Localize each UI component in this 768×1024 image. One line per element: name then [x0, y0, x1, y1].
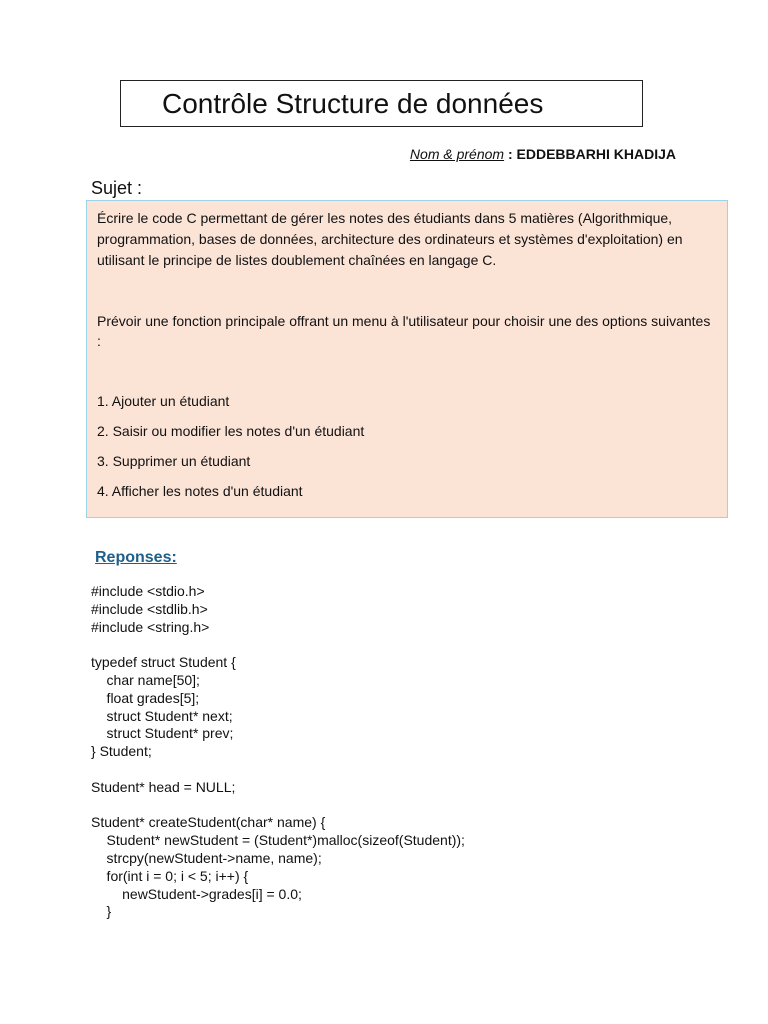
code-line: Student* head = NULL;: [91, 778, 236, 795]
code-block: [91, 583, 465, 921]
author-name: EDDEBBARHI KHADIJA: [516, 146, 676, 162]
code-line: for(int i = 0; i < 5; i++) {: [91, 867, 249, 884]
answers-heading: Reponses:: [95, 549, 177, 566]
code-line: #include <stdlib.h>: [91, 600, 208, 617]
subject-box: [86, 200, 728, 518]
option-item: 4. Afficher les notes d'un étudiant: [97, 483, 303, 499]
title-box: [120, 80, 643, 127]
option-list: [97, 391, 717, 511]
code-line: struct Student* next;: [91, 707, 233, 724]
code-line: char name[50];: [91, 671, 200, 688]
author-label: Nom & prénom: [409, 146, 505, 162]
document-title: Contrôle Structure de données: [162, 88, 544, 119]
author-separator: :: [504, 146, 517, 162]
option-item: 3. Supprimer un étudiant: [97, 453, 251, 469]
code-line: [91, 636, 465, 654]
author-line: [410, 146, 676, 162]
code-line: strcpy(newStudent->name, name);: [91, 849, 322, 866]
code-line: newStudent->grades[i] = 0.0;: [91, 885, 302, 902]
code-line: [91, 761, 465, 779]
subject-heading: Sujet :: [91, 178, 143, 198]
code-line: Student* newStudent = (Student*)malloc(sizeof(Student));: [91, 832, 465, 849]
code-line: typedef struct Student {: [91, 654, 236, 671]
option-item: 1. Ajouter un étudiant: [97, 393, 230, 409]
code-line: } Student;: [91, 743, 152, 760]
code-line: float grades[5];: [91, 689, 200, 706]
code-line: #include <stdio.h>: [91, 583, 205, 599]
subject-paragraph-2: Prévoir une fonction principale offrant un menu à l'utilisateur pour choisir une des options suivantes :: [97, 313, 711, 349]
code-line: [91, 797, 465, 815]
code-line: struct Student* prev;: [91, 725, 234, 742]
subject-paragraph-1: Écrire le code C permettant de gérer les notes des étudiants dans 5 matières (Algorithmique, programmation, bases de données, architecture des ordinateurs et systèmes d'exploitation) en utilisant le principe de listes doublement chaînées en langage C.: [97, 210, 683, 268]
code-line: }: [91, 903, 112, 920]
code-line: Student* createStudent(char* name) {: [91, 814, 326, 831]
option-item: 2. Saisir ou modifier les notes d'un étudiant: [97, 423, 365, 439]
code-line: #include <string.h>: [91, 618, 210, 635]
